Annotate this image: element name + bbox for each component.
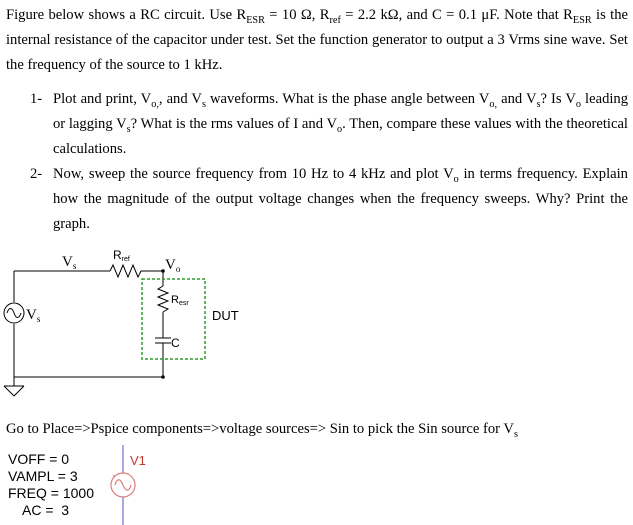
task-item-2: 2- Now, sweep the source frequency from 10 Hz to 4 kHz and plot $V_o$ in terms frequency. Explain how the magnitude of the output voltage changes when the frequency sweeps. Why? Print the graph. <box>30 162 628 237</box>
dut-label: DUT <box>212 308 239 323</box>
vampl-param: VAMPL = 3 <box>8 468 78 484</box>
capacitor-label: C <box>171 336 180 350</box>
vo-node-label: $V_o$ <box>165 257 181 274</box>
task-item-1: 1- Plot and print, $V_{o,}$, and $V_s$ waveforms. What is the phase angle between $V_{o,}$ and $V_s$? Is $V_o$ leading or lagging $V_s$? What is the rms values of I and $V_o$. Then, compare these values with the theoretical calculations. <box>30 87 628 162</box>
voff-param: VOFF = 0 <box>8 451 70 467</box>
pspice-instruction: Go to Place=>Pspice components=>voltage sources=> Sin to pick the Sin source for $V_s$ <box>6 421 518 440</box>
source-label: $V_s$ <box>26 307 41 324</box>
sin-source-part <box>100 445 180 525</box>
intro-paragraph: Figure below shows a RC circuit. Use $R_{ESR} = 10$ Ω, $R_{ref} = 2.2$ kΩ, and C = 0.1 μF. Note that $R_{ESR}$ is the internal resistance of the capacitor under test. Set the function generator to output a 3 Vrms sine wave. Set the frequency of the source to 1 kHz. <box>6 7 628 73</box>
rc-circuit-schematic <box>0 244 633 404</box>
freq-param: FREQ = 1000 <box>8 485 94 501</box>
ground-icon-left <box>4 386 14 396</box>
task-number: 2- <box>30 166 43 182</box>
ground-icon-right <box>14 386 24 396</box>
vs-node-label: $V_s$ <box>62 254 77 271</box>
sine-wave-icon <box>115 480 131 491</box>
resr-label: Resr <box>171 294 189 307</box>
task-list <box>30 87 628 237</box>
ac-param: AC = 3 <box>22 502 70 518</box>
resr-resistor <box>158 286 168 312</box>
rref-resistor <box>110 265 141 277</box>
plus-mark-icon <box>113 475 115 477</box>
rref-label: Rref <box>113 248 130 263</box>
task-number: 1- <box>30 91 43 107</box>
part-name-label: V1 <box>130 453 146 468</box>
source-parameters <box>8 451 94 519</box>
